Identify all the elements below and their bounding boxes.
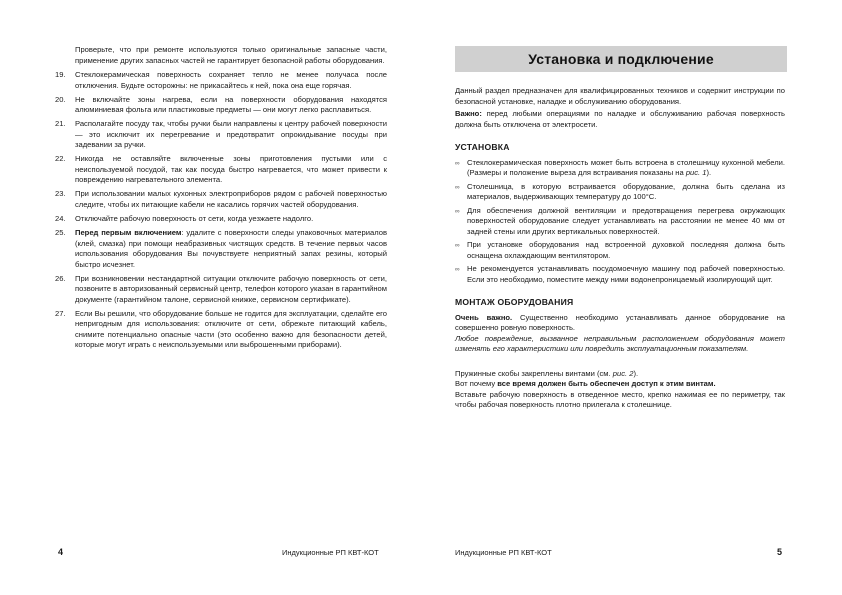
list-item <box>55 228 387 270</box>
install-bullet <box>455 182 785 203</box>
list-item <box>55 309 387 351</box>
mount-heading: МОНТАЖ ОБОРУДОВАНИЯ <box>455 297 574 307</box>
bullet-text <box>467 240 785 261</box>
springs-paragraph <box>455 369 785 380</box>
list-item <box>55 214 387 225</box>
access-text: Вот почему <box>455 379 498 388</box>
bullet-main-text: При установке оборудования над встроенной духовкой последняя должна быть оснащена охлаждающим вентилятором. <box>467 240 785 260</box>
list-item-number: 27. <box>55 308 66 318</box>
bullet-main-text: Не рекомендуется устанавливать посудомоечную машину под рабочей поверхностью. Если это необходимо, поместите между ними водонепроницаемый изолирующий щит. <box>467 264 785 284</box>
bullet-symbol-icon: ∞ <box>455 207 460 215</box>
list-item-text <box>75 228 387 270</box>
bullet-text <box>467 182 785 203</box>
list-item-text: Отключайте рабочую поверхность от сети, когда уезжаете надолго. <box>75 213 314 223</box>
install-bullet <box>455 264 785 285</box>
list-item-text: Располагайте посуду так, чтобы ручки были направлены к центру рабочей поверхности — это исключит их перегревание и предотвратит опрокидывание посуды при задевании за ручки. <box>75 119 387 150</box>
list-item-number: 22. <box>55 154 66 164</box>
list-item-rest: : удалите с поверхности следы упаковочных материалов (клей, смазка) при помощи неабразивных чистящих средств. В течение первых часов использования оборудования Вы почувствуете неприятный запах резины, который быстро исчезнет. <box>75 228 387 269</box>
springs-text: Пружинные скобы закреплены винтами (см. <box>455 368 613 378</box>
list-item-number: 25. <box>55 228 66 238</box>
mount-important-text: Существенно необходимо устанавливать данное оборудование на совершенно ровную поверхность. <box>455 312 785 332</box>
bullet-symbol-icon: ∞ <box>455 183 460 191</box>
list-item-number: 23. <box>55 189 66 199</box>
access-paragraph <box>455 379 785 390</box>
list-item-text: При возникновении нестандартной ситуации отключите рабочую поверхность от сети, позвоните в авторизованный сервисный центр, телефон которого указан в гарантийном документе (гарантийном талоне, сервисной книжке, сервисном сертификате). <box>75 273 387 304</box>
mount-warning: Любое повреждение, вызванное неправильным расположением оборудования может изменять его характеристики или повредить эксплуатационным показателям. <box>455 333 785 353</box>
bullet-main-text: Стеклокерамическая поверхность может быть встроена в столешницу кухонной мебели. (Размеры и положение выреза для встраивания показаны на <box>467 157 785 177</box>
list-item <box>55 154 387 186</box>
section-title: Установка и подключение <box>528 51 714 67</box>
list-item-bold: Перед первым включением <box>75 228 182 238</box>
important-label: Важно: <box>455 109 482 118</box>
list-item-text: Никогда не оставляйте включенные зоны приготовления пустыми или с неиспользуемой посудой, так как посуда быстро нагревается, что может привести к повреждению нагревательного элемента. <box>75 154 387 185</box>
bullet-main-text: Для обеспечения должной вентиляции и предотвращения перегрева окружающих поверхностей оборудование следует устанавливать на расстоянии не менее 40 мм от задней стены или других вертикальных поверхностей. <box>467 205 785 236</box>
insert-paragraph: Вставьте рабочую поверхность в отведенное место, крепко нажимая ее по периметру, так чтобы рабочая поверхность плотно прилегала к столешнице. <box>455 389 785 409</box>
intro-paragraph: Проверьте, что при ремонте используются только оригинальные запасные части, применение других запасных частей не гарантирует безопасной работы оборудования. <box>75 45 387 65</box>
springs-after: ). <box>633 368 639 378</box>
bullet-text <box>467 264 785 285</box>
bullet-symbol-icon: ∞ <box>455 159 460 167</box>
list-item <box>55 70 387 91</box>
list-item <box>55 274 387 306</box>
page-number-left: 4 <box>58 547 64 557</box>
installation-section <box>455 86 785 411</box>
bullet-text <box>467 206 785 238</box>
list-item <box>55 95 387 116</box>
list-item-text: При использовании малых кухонных электроприборов рядом с рабочей поверхностью следите, чтобы их питающие кабели не касались горячих частей оборудования. <box>75 189 387 209</box>
install-bullet <box>455 158 785 179</box>
bullet-symbol-icon: ∞ <box>455 242 460 249</box>
intro-paragraph-right: Данный раздел предназначен для квалифицированных техников и содержит инструкции по безопасной установке, наладке и обслуживанию оборудования. <box>455 86 785 106</box>
bullet-after-text: ). <box>706 168 712 177</box>
mount-important-label: Очень важно. <box>455 312 513 322</box>
install-heading: УСТАНОВКА <box>455 142 510 152</box>
bullet-symbol-icon: ∞ <box>455 266 460 273</box>
list-item-number: 20. <box>55 94 66 104</box>
figure-ref: рис. 1 <box>685 168 707 177</box>
list-item-number: 24. <box>55 213 66 223</box>
list-item-text: Если Вы решили, что оборудование больше не годится для эксплуатации, сделайте его непригодным для использования: отключите от сети, обрежьте питающий кабель, снимите потенциально опасные части (это особенно важно для безопасности детей, которые могут играть с неиспользуемыми или выброшенными приборами). <box>75 308 387 350</box>
bullet-main-text: Столешница, в которую встраивается оборудование, должна быть сделана из материалов, выдерживающих температуру до 100°С. <box>467 181 785 201</box>
access-bold: все время должен быть обеспечен доступ к этим винтам. <box>497 379 716 388</box>
safety-instructions-list <box>55 45 387 354</box>
section-title-bar <box>455 46 787 72</box>
list-item-text: Стеклокерамическая поверхность сохраняет тепло не менее получаса после отключения. Будьте осторожны: не прикасайтесь к ней, пока она еще горячая. <box>75 70 387 90</box>
footer-title-left: Индукционные РП КВТ-КОТ <box>282 548 379 557</box>
page-number-right: 5 <box>777 547 783 557</box>
mount-important <box>455 313 785 334</box>
list-item-number: 21. <box>55 119 66 129</box>
install-bullet <box>455 240 785 261</box>
list-item <box>55 119 387 151</box>
list-item-number: 26. <box>55 273 66 283</box>
list-item <box>55 189 387 210</box>
list-item-text: Не включайте зоны нагрева, если на поверхности оборудования находятся алюминиевая фольга или пластиковые предметы — они могут легко расплавиться. <box>75 94 387 115</box>
important-note <box>455 109 785 130</box>
bullet-text <box>467 158 785 179</box>
important-text: перед любыми операциями по наладке и обслуживанию рабочая поверхность должна быть отключена от электросети. <box>455 109 785 129</box>
footer-title-right: Индукционные РП КВТ-КОТ <box>455 548 552 557</box>
springs-figure-ref: рис. 2 <box>612 368 634 378</box>
install-bullet-list <box>455 158 785 286</box>
install-bullet <box>455 206 785 238</box>
list-item-number: 19. <box>55 70 66 79</box>
